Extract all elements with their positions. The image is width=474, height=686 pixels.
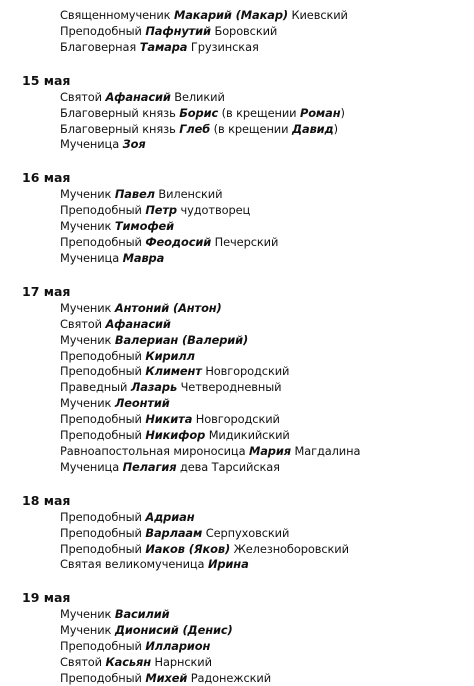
saint-title: Виленский	[154, 187, 223, 202]
saint-title: Нарнский	[151, 655, 212, 669]
saint-title: Мученик	[60, 300, 115, 315]
saint-title: (в крещении	[210, 121, 292, 136]
saint-title: Преподобный	[60, 348, 146, 363]
saint-name: Павел	[114, 187, 155, 202]
saint-entry	[60, 444, 360, 459]
saint-name: Макарий (Макар)	[173, 8, 288, 22]
saint-title: Благоверный князь	[60, 105, 180, 120]
saint-title: Преподобный	[60, 428, 146, 442]
saint-name: Варлаам	[145, 525, 203, 540]
saint-name: Климент	[145, 364, 202, 379]
saint-title: чудотворец	[176, 203, 251, 218]
saint-name: Иаков (Яков)	[145, 541, 231, 556]
saint-title: Магдалина	[290, 443, 361, 458]
saint-entry	[60, 671, 271, 686]
saint-entry	[60, 24, 277, 39]
saint-title: Мученица	[60, 137, 123, 152]
saint-title: Радонежский	[187, 670, 272, 685]
saint-entry	[60, 364, 289, 379]
saint-name: Феодосий	[145, 235, 212, 249]
saint-name: Пелагия	[122, 459, 177, 474]
saint-title: Четверодневный	[177, 380, 282, 395]
saint-title: )	[333, 121, 339, 136]
saint-title: Мученик	[60, 607, 115, 622]
saint-entry	[60, 655, 212, 670]
saint-name: Петр	[145, 203, 177, 218]
saint-name: Афанасий	[105, 89, 171, 104]
saint-entry	[60, 219, 174, 234]
day-heading: 18 мая	[22, 492, 71, 508]
saint-entry	[60, 106, 345, 121]
saint-title: (в крещении	[218, 105, 300, 120]
saint-title: Святой	[60, 655, 106, 669]
saint-title: Мученик	[60, 623, 115, 638]
saint-name: Илларион	[145, 639, 211, 654]
saint-title: Преподобный	[60, 541, 146, 556]
saint-title: Мученица	[60, 250, 123, 265]
saint-title: Преподобный	[60, 509, 146, 524]
saint-entry	[60, 203, 250, 218]
saint-entry	[60, 460, 280, 475]
saint-entry	[60, 90, 225, 105]
saint-entry	[60, 187, 222, 202]
saint-name: Дионисий (Денис)	[114, 623, 233, 638]
saint-title: Мученик	[60, 187, 115, 202]
saint-title: Святая великомученица	[60, 557, 208, 572]
day-heading: 15 мая	[22, 72, 71, 88]
saint-title: Мученик	[60, 219, 115, 234]
saint-entry	[60, 607, 170, 622]
saint-title: Великий	[170, 89, 225, 104]
saint-name: Никита	[145, 412, 193, 427]
saint-name: Зоя	[122, 137, 146, 152]
saint-title: Печерский	[211, 235, 279, 249]
saint-title: Преподобный	[60, 235, 146, 249]
saint-entry	[60, 557, 249, 572]
saint-name: Афанасий	[105, 316, 171, 331]
saint-entry	[60, 235, 278, 250]
saint-name: Роман	[299, 105, 341, 120]
saint-name: Никифор	[145, 428, 206, 442]
saint-title: Мученик	[60, 332, 115, 347]
saint-title: Священномученик	[60, 8, 174, 22]
saint-name: Ирина	[207, 557, 249, 572]
saint-title: )	[340, 105, 345, 120]
saint-title: Праведный	[60, 380, 131, 395]
saint-entry	[60, 317, 171, 332]
saint-entry	[60, 428, 290, 443]
saint-title: Мученик	[60, 396, 115, 411]
saint-title: Преподобный	[60, 23, 146, 38]
saint-title: Серпуховский	[202, 525, 290, 540]
saint-entry	[60, 333, 248, 348]
saint-title: Преподобный	[60, 670, 146, 685]
saint-name: Пафнутий	[145, 23, 211, 38]
saint-entry	[60, 380, 281, 395]
saint-name: Касьян	[105, 655, 151, 669]
saint-name: Леонтий	[114, 396, 170, 411]
saint-name: Кирилл	[145, 348, 195, 363]
saint-name: Адриан	[145, 509, 195, 524]
saint-name: Борис	[179, 105, 219, 120]
saint-title: Мидикийский	[205, 428, 290, 442]
saint-name: Мария	[248, 443, 291, 458]
saint-name: Глеб	[179, 121, 211, 136]
day-heading: 17 мая	[22, 283, 71, 299]
saint-entry	[60, 8, 348, 23]
saint-title: Святой	[60, 316, 106, 331]
saint-title: Преподобный	[60, 203, 146, 218]
saint-title: Преподобный	[60, 412, 146, 427]
saint-entry	[60, 251, 164, 266]
saint-title: Святой	[60, 89, 106, 104]
saint-title: Преподобный	[60, 525, 146, 540]
saint-title: Новгородский	[192, 412, 280, 427]
saint-entry	[60, 542, 349, 557]
saint-entry	[60, 122, 338, 137]
saint-title: Равноапостольная мироносица	[60, 443, 249, 458]
saint-entry	[60, 526, 289, 541]
saint-entry	[60, 623, 233, 638]
saint-name: Тамара	[139, 39, 188, 54]
saint-name: Мавра	[122, 250, 165, 265]
saint-title: дева Тарсийская	[176, 459, 280, 474]
saint-title: Благоверный князь	[60, 121, 180, 136]
saint-entry	[60, 40, 259, 55]
saint-name: Валериан (Валерий)	[114, 332, 249, 347]
saint-name: Лазарь	[130, 380, 178, 395]
saint-title: Киевский	[287, 8, 348, 22]
saint-entry	[60, 349, 195, 364]
saint-entry	[60, 639, 210, 654]
saint-title: Мученица	[60, 459, 123, 474]
saint-name: Антоний (Антон)	[114, 300, 222, 315]
saint-title: Новгородский	[201, 364, 290, 379]
saint-name: Тимофей	[114, 219, 175, 234]
day-heading: 16 мая	[22, 170, 71, 186]
saint-name: Василий	[114, 607, 170, 622]
saint-entry	[60, 412, 280, 427]
saint-entry	[60, 396, 170, 411]
saint-title: Благоверная	[60, 39, 140, 54]
saint-title: Грузинская	[187, 39, 259, 54]
saint-title: Преподобный	[60, 364, 146, 379]
saint-name: Давид	[291, 121, 334, 136]
saint-entry	[60, 137, 146, 152]
saint-entry	[60, 301, 222, 316]
saint-title: Боровский	[210, 23, 278, 38]
saint-title: Преподобный	[60, 639, 146, 654]
saint-name: Михей	[145, 670, 188, 685]
saint-entry	[60, 510, 194, 525]
saint-title: Железноборовский	[230, 541, 349, 556]
day-heading: 19 мая	[22, 590, 71, 606]
